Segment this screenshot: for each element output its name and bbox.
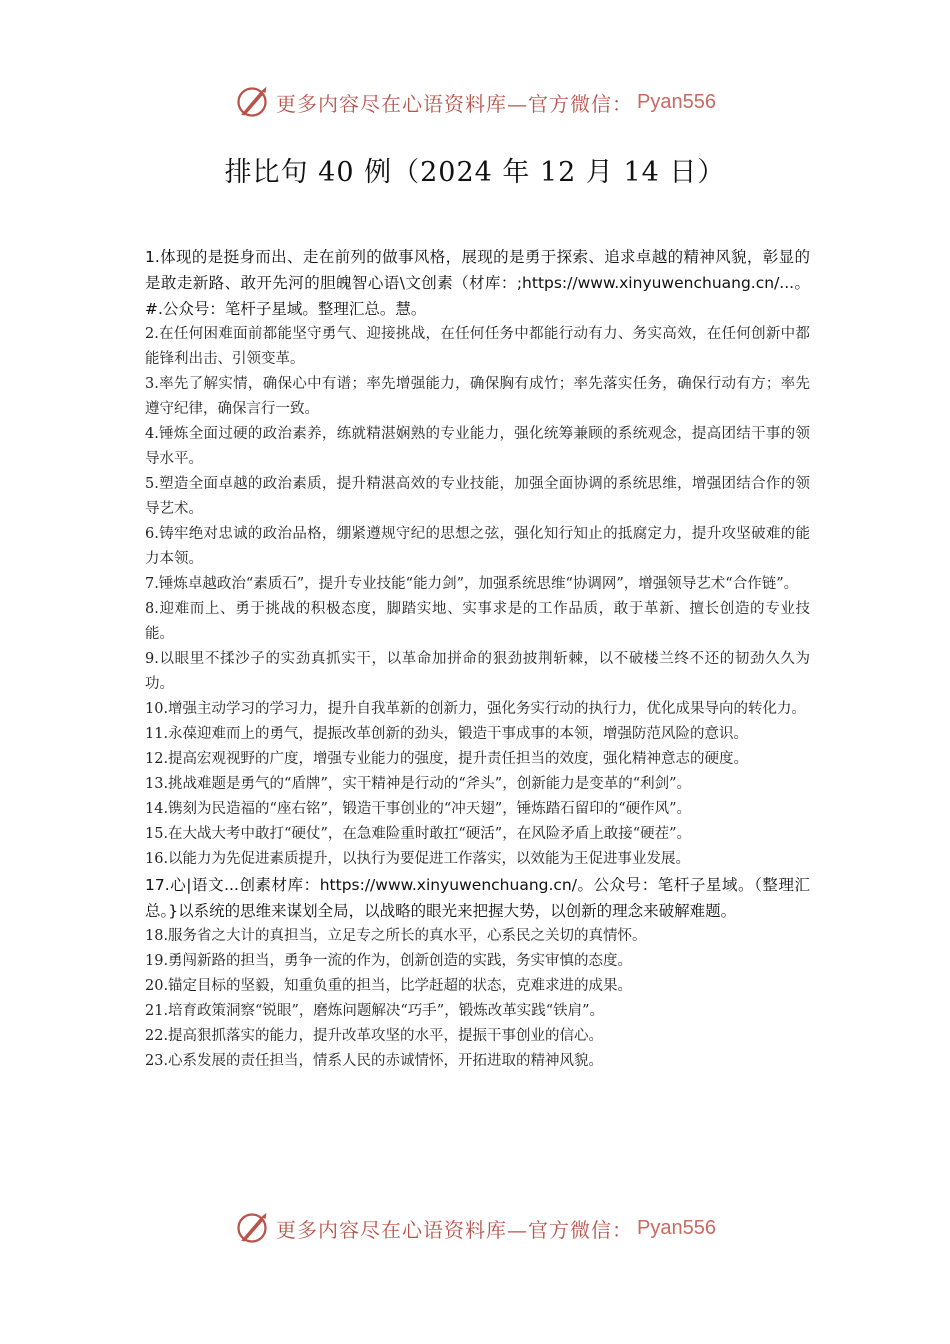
banner-text: 更多内容尽在心语资料库—官方微信： [276,91,634,116]
list-item: 7.锤炼卓越政治“素质石”，提升专业技能“能力剑”，加强系统思维“协调网”，增强领导艺术“合作链”。 [145,576,799,592]
quill-pen-logo-icon [234,1210,270,1246]
banner-wechat-id: Pyan556 [637,1216,716,1239]
list-item: 4.锤炼全面过硬的政治素养，练就精湛娴熟的专业能力，强化统筹兼顾的系统观念，提高团结干事的领导水平。 [145,426,810,467]
header-banner [0,84,950,120]
list-item: 12.提高宏观视野的广度，增强专业能力的强度，提升责任担当的效度，强化精神意志的硬度。 [145,751,749,767]
banner-text: 更多内容尽在心语资料库—官方微信： [276,1217,634,1242]
list-item: 5.塑造全面卓越的政治素质，提升精湛高效的专业技能，加强全面协调的系统思维，增强团结合作的领导艺术。 [145,476,810,517]
list-item: 21.培育政策洞察“锐眼”，磨炼问题解决“巧手”，锻炼改革实践“铁肩”。 [145,1003,605,1019]
list-item: 13.挑战难题是勇气的“盾牌”，实干精神是行动的“斧头”，创新能力是变革的“利剑”。 [145,776,692,792]
list-item: 6.铸牢绝对忠诚的政治品格，绷紧遵规守纪的思想之弦，强化知行知止的抵腐定力，提升攻坚破难的能力本领。 [145,526,810,567]
list-item: 11.永葆迎难而上的勇气，提振改革创新的劲头，锻造干事成事的本领，增强防范风险的意识。 [145,726,749,742]
page-title: 排比句 40 例（2024 年 12 月 14 日） [224,157,726,188]
list-item: 2.在任何困难面前都能坚守勇气、迎接挑战，在任何任务中都能行动有力、务实高效，在任何创新中都能锋利出击、引领变革。 [145,326,810,367]
banner-wechat-id: Pyan556 [637,90,716,113]
list-item: 1.体现的是挺身而出、走在前列的做事风格，展现的是勇于探索、追求卓越的精神风貌，彰显的是敢走新路、敢开先河的胆魄智心语\文创素（材库：;https://www.xinyuwenchuang.cn/...。#.公众号：笔杆子星域。整理汇总。慧。 [145,248,810,318]
quill-pen-logo-icon [234,84,270,120]
list-item: 17.心|语文...创素材库：https://www.xinyuwenchuang.cn/。公众号：笔杆子星域。（整理汇总。}以系统的思维来谋划全局，以战略的眼光来把握大势，以创新的理念来破解难题。 [145,876,810,920]
footer-banner [0,1210,950,1246]
list-item: 23.心系发展的责任担当，情系人民的赤诚情怀，开拓进取的精神风貌。 [145,1053,604,1069]
list-item: 16.以能力为先促进素质提升，以执行为要促进工作落实，以效能为王促进事业发展。 [145,851,691,867]
list-item: 10.增强主动学习的学习力，提升自我革新的创新力，强化务实行动的执行力，优化成果导向的转化力。 [145,701,807,717]
list-item: 3.率先了解实情，确保心中有谱；率先增强能力，确保胸有成竹；率先落实任务，确保行动有方；率先遵守纪律，确保言行一致。 [145,376,810,417]
list-item: 20.锚定目标的坚毅，知重负重的担当，比学赶超的状态，克难求进的成果。 [145,978,633,994]
list-item: 22.提高狠抓落实的能力，提升改革攻坚的水平，提振干事创业的信心。 [145,1028,604,1044]
list-item: 9.以眼里不揉沙子的实劲真抓实干，以革命加拼命的狠劲披荆斩棘，以不破楼兰终不还的韧劲久久为功。 [145,651,810,692]
list-item: 8.迎难而上、勇于挑战的积极态度，脚踏实地、实事求是的工作品质，敢于革新、擅长创造的专业技能。 [145,601,810,642]
list-item: 19.勇闯新路的担当，勇争一流的作为，创新创造的实践，务实审慎的态度。 [145,953,633,969]
list-item: 14.镌刻为民造福的“座右铭”，锻造干事创业的“冲天翅”，锤炼踏石留印的“硬作风”。 [145,801,692,817]
document-body [145,244,810,1074]
list-item: 15.在大战大考中敢打“硬仗”，在急难险重时敢扛“硬活”，在风险矛盾上敢接“硬茬”。 [145,826,692,842]
list-item: 18.服务省之大计的真担当，立足专之所长的真水平，心系民之关切的真情怀。 [145,928,647,944]
